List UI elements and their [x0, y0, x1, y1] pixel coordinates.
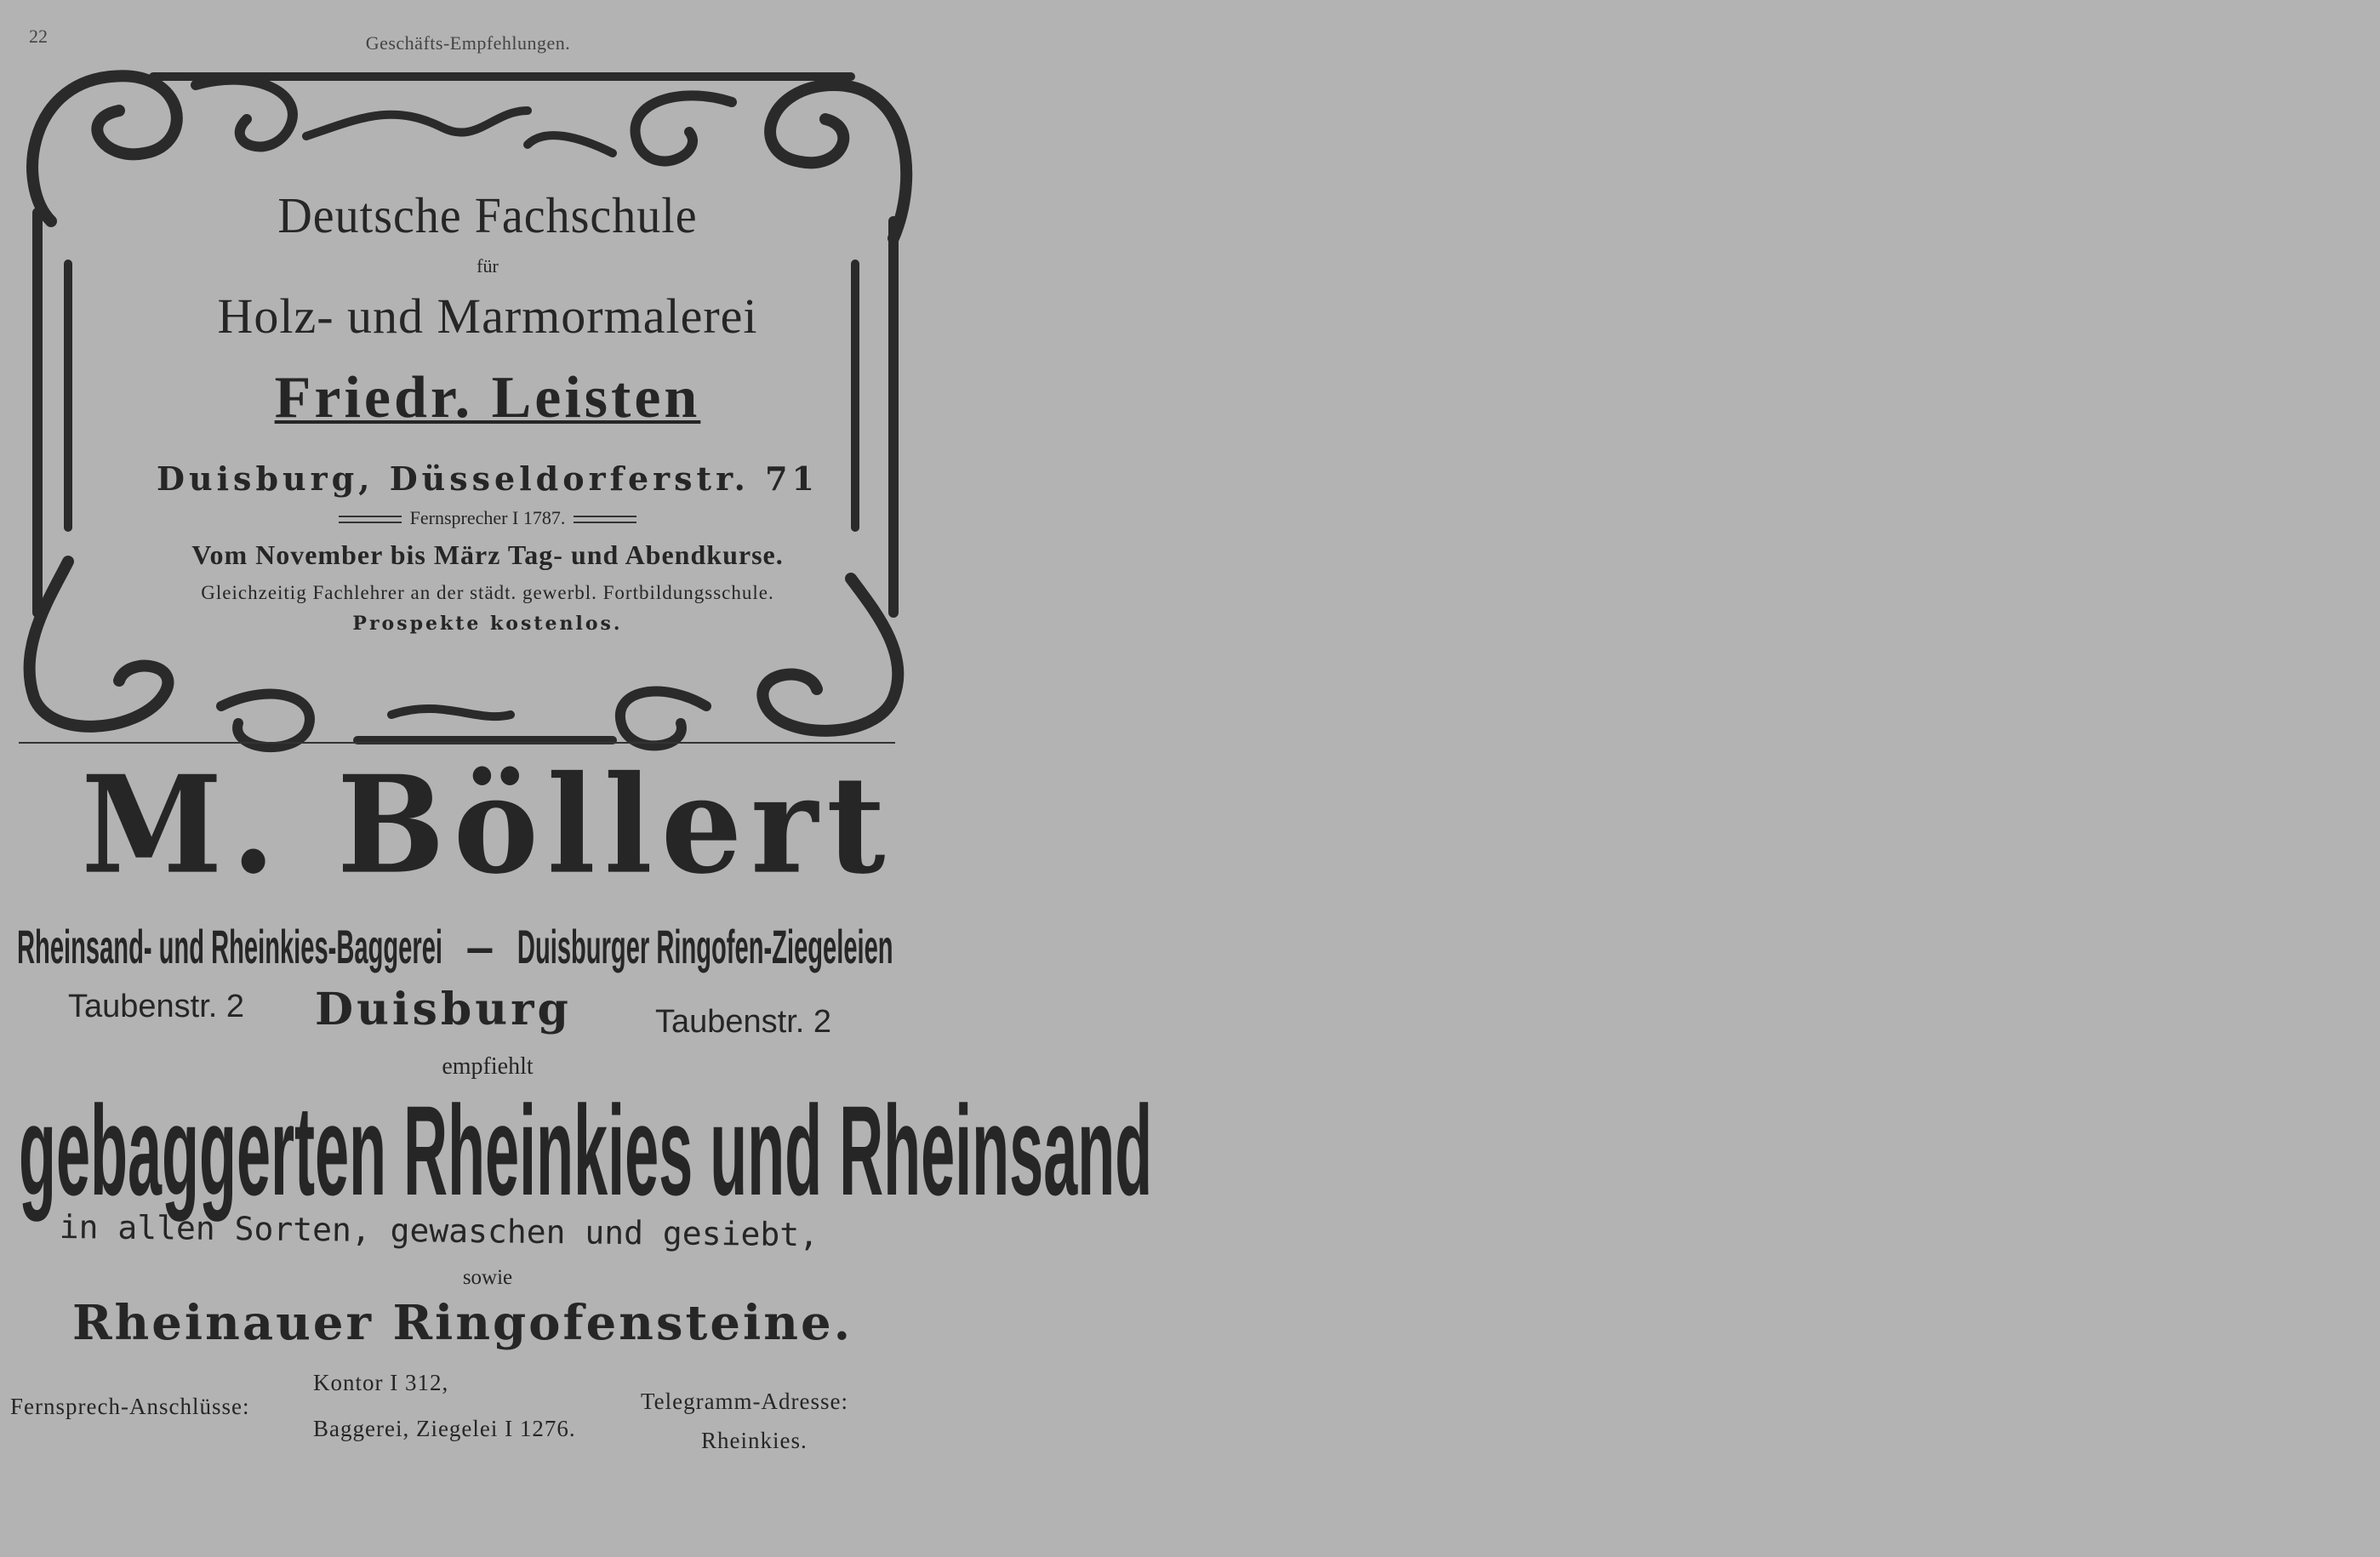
teacher-note: Gleichzeitig Fachlehrer an der städt. gewerbl. Fortbildungsschule.: [201, 582, 774, 603]
street-left: Taubenstr. 2: [68, 989, 245, 1024]
prospectus-note: Prospekte kostenlos.: [352, 613, 623, 635]
page-number: 22: [29, 26, 48, 47]
product-headline-wrap: [19, 1077, 1153, 1224]
school-phone: Fernsprecher I 1787.: [409, 507, 566, 528]
business-left: Rheinsand- und Rheinkies-Baggerei: [17, 920, 442, 973]
product-headline: gebaggerten Rheinkies und Rheinsand: [19, 1079, 1153, 1222]
bricks-headline: Rheinauer Ringofensteine.: [72, 1295, 853, 1351]
course-schedule: Vom November bis März Tag- und Abendkurse.: [191, 539, 784, 570]
school-address: Duisburg, Düsseldorferstr. 71: [157, 459, 819, 498]
school-phone-line: [0, 507, 975, 529]
office-phone: Kontor I 312,: [313, 1370, 449, 1395]
product-sorts: in allen Sorten, gewaschen und gesiebt,: [59, 1208, 819, 1254]
street-right: Taubenstr. 2: [655, 1004, 832, 1040]
yard-phone: Baggerei, Ziegelei I 1276.: [313, 1416, 576, 1441]
recommends-text: empfiehlt: [442, 1053, 534, 1080]
school-subtitle: Holz- und Marmormalerei: [217, 288, 758, 344]
company-name: M. Böllert: [81, 746, 894, 904]
telegram-address: Rheinkies.: [701, 1428, 808, 1453]
ad-separator: [19, 742, 895, 744]
phone-connections-label: Fernsprech-Anschlüsse:: [10, 1394, 250, 1419]
running-head: Geschäfts-Empfehlungen.: [365, 32, 571, 54]
school-fuer: für: [477, 255, 499, 277]
company-city: Duisburg: [315, 984, 572, 1035]
sowie-text: sowie: [462, 1266, 513, 1289]
business-dash: —: [467, 920, 493, 973]
double-rule-right: [574, 516, 636, 523]
business-line: [17, 919, 893, 974]
telegram-label: Telegramm-Adresse:: [641, 1389, 849, 1414]
proprietor-name: Friedr. Leisten: [274, 365, 701, 431]
school-title: Deutsche Fachschule: [277, 188, 698, 244]
business-right: Duisburger Ringofen-Ziegeleien: [517, 920, 893, 973]
double-rule-left: [339, 516, 402, 523]
